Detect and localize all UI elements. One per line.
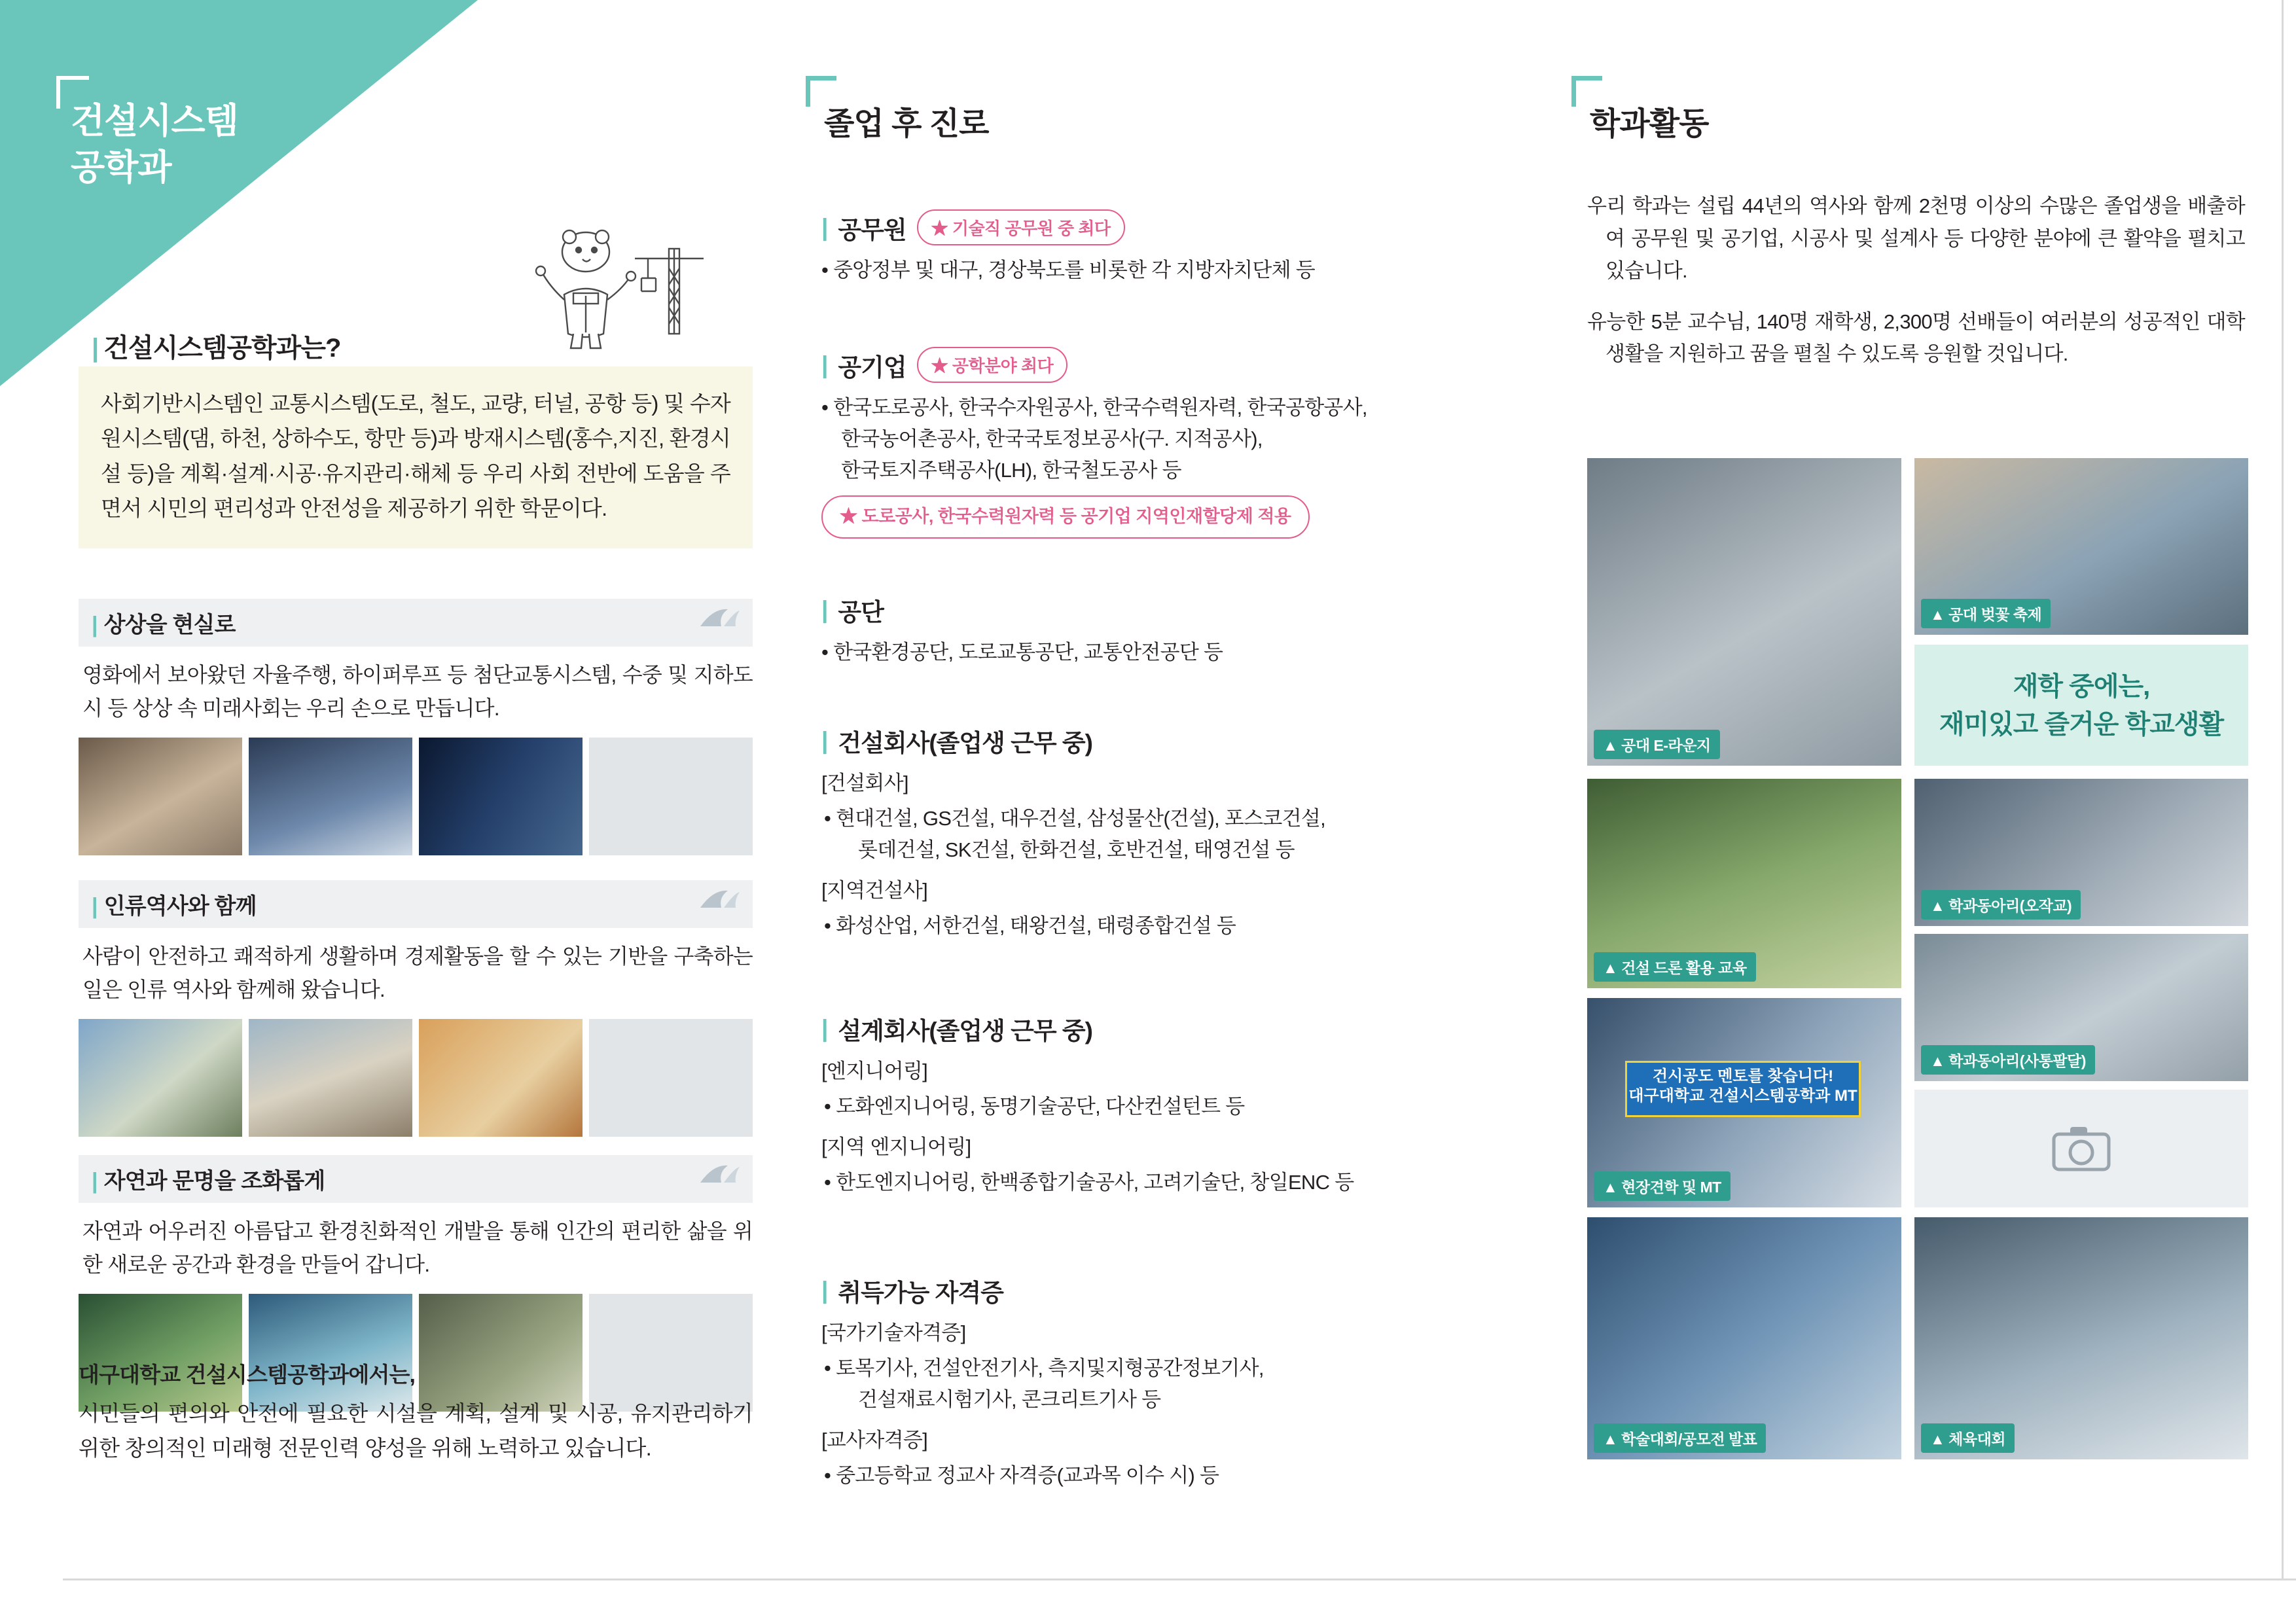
swoosh-icon bbox=[699, 607, 741, 629]
photo-caption: ▲ 학과동아리(오작교) bbox=[1921, 890, 2081, 919]
bracket-icon bbox=[1571, 76, 1602, 107]
career-section-corporation bbox=[821, 592, 1548, 668]
page-right-rule bbox=[2282, 0, 2284, 1578]
tick-icon: | bbox=[821, 351, 828, 378]
feature-2-text: 사람이 안전하고 쾌적하게 생활하며 경제활동을 할 수 있는 기반을 구축하는 일은 인류 역사와 함께해 왔습니다. bbox=[82, 944, 753, 1001]
list-item: • 한국도로공사, 한국수자원공사, 한국수력원자력, 한국공항공사, bbox=[821, 396, 1367, 419]
feature-block-2 bbox=[79, 880, 753, 1137]
list-item: • 한국환경공단, 도로교통공단, 교통안전공단 등 bbox=[821, 641, 1223, 664]
list-item-cont: 롯데건설, SK건설, 한화건설, 호반건설, 태영건설 등 bbox=[858, 838, 1295, 862]
bracket-icon bbox=[806, 76, 836, 107]
tick-icon: | bbox=[92, 613, 98, 637]
badge-regional-quota: ★ 도로공사, 한국수력원자력 등 공기업 지역인재할당제 적용 bbox=[821, 495, 1310, 539]
badge-top-engineering: ★ 공학분야 최다 bbox=[917, 347, 1068, 383]
intro-heading bbox=[92, 327, 340, 365]
network-photo bbox=[419, 738, 583, 855]
career-section-body bbox=[821, 392, 1548, 539]
career-heading bbox=[821, 98, 1548, 143]
feature-2-heading-text: 인류역사와 함께 bbox=[103, 894, 257, 919]
career-section-title bbox=[821, 723, 1548, 758]
closing-title: 대구대학교 건설시스템공학과에서는, bbox=[79, 1363, 415, 1387]
list-item: • 토목기사, 건설안전기사, 측지및지형공간정보기사, bbox=[824, 1357, 1264, 1380]
career-section-body bbox=[821, 768, 1548, 942]
feature-1-heading bbox=[79, 599, 753, 647]
feature-2-photo-row bbox=[79, 1019, 753, 1137]
page-title bbox=[71, 98, 437, 192]
mascot-illustration bbox=[517, 223, 713, 353]
closing-paragraph bbox=[79, 1358, 753, 1465]
career-section-public-official bbox=[821, 209, 1548, 286]
mint-card-text bbox=[1939, 668, 2223, 743]
banner-text: 건시공도 멘토를 찾습니다! 대구대학교 건설시스템공학과 MT bbox=[1625, 1061, 1861, 1117]
photo-sports-day bbox=[1914, 1217, 2248, 1459]
group-label: [엔지니어링] bbox=[821, 1060, 928, 1082]
tick-icon: | bbox=[92, 894, 98, 919]
page-bottom-rule bbox=[63, 1578, 2296, 1580]
group-label: [지역건설사] bbox=[821, 879, 928, 902]
career-title-text: 설계회사(졸업생 근무 중) bbox=[838, 1018, 1092, 1044]
dept-title-line1: 건설시스템 bbox=[71, 101, 238, 141]
badge-top-tech-official: ★ 기술직 공무원 중 최다 bbox=[917, 209, 1125, 245]
closing-text: 시민들의 편의와 안전에 필요한 시설을 계획, 설계 및 시공, 유지관리하기 위한 창의적인 미래형 전문인력 양성을 위해 노력하고 있습니다. bbox=[79, 1400, 753, 1460]
group-label: [건설회사] bbox=[821, 772, 908, 794]
bracket-icon bbox=[56, 76, 89, 109]
career-section-certificates bbox=[821, 1273, 1548, 1491]
intro-text-box: 사회기반시스템인 교통시스템(도로, 철도, 교량, 터널, 공항 등) 및 수자원시스템(댐, 하천, 상하수도, 항만 등)과 방재시스템(홍수,지진, 환경시설 등)을 계획·설계·시공·유지관리·해체 등 우리 사회 전반에 도움을 주면서 시민의 편리성과 안전성을 제공하기 위한 학문이다. bbox=[79, 366, 753, 548]
list-item-cont: 한국농어촌공사, 한국국토정보공사(구. 지적공사), bbox=[841, 427, 1263, 451]
tick-icon: | bbox=[821, 596, 828, 623]
career-title-text: 취득가능 자격증 bbox=[838, 1279, 1003, 1306]
photo-caption: ▲ 공대 벚꽃 축제 bbox=[1921, 599, 2051, 628]
group-label: [국가기술자격증] bbox=[821, 1321, 966, 1344]
blank-photo bbox=[589, 738, 753, 855]
tick-icon: | bbox=[821, 1277, 828, 1304]
career-section-body bbox=[821, 637, 1548, 668]
swoosh-icon bbox=[699, 1163, 741, 1185]
photo-caption: ▲ 학과동아리(사통팔달) bbox=[1921, 1045, 2095, 1075]
career-section-body bbox=[821, 255, 1548, 286]
photo-cherry-blossom-festival bbox=[1914, 458, 2248, 635]
blank-photo bbox=[589, 1019, 753, 1137]
career-section-title bbox=[821, 1011, 1548, 1046]
photo-club-satongpaldal bbox=[1914, 934, 2248, 1081]
career-title-text: 공기업 bbox=[838, 353, 906, 381]
photo-caption: ▲ 체육대회 bbox=[1921, 1423, 2015, 1453]
list-item: • 중앙정부 및 대구, 경상북도를 비롯한 각 지방자치단체 등 bbox=[821, 259, 1316, 281]
photo-placeholder bbox=[1914, 1090, 2248, 1207]
swoosh-icon bbox=[699, 888, 741, 910]
career-heading-text: 졸업 후 진로 bbox=[821, 98, 1548, 143]
mint-highlight-card bbox=[1914, 645, 2248, 766]
photo-e-lounge bbox=[1587, 458, 1901, 766]
list-item: • 현대건설, GS건설, 대우건설, 삼성물산(건설), 포스코건설, bbox=[824, 807, 1326, 830]
trevi-fountain-photo bbox=[249, 1019, 412, 1137]
photo-caption: ▲ 현장견학 및 MT bbox=[1594, 1171, 1731, 1201]
career-section-body bbox=[821, 1317, 1548, 1491]
feature-1-heading-text: 상상을 현실로 bbox=[103, 613, 236, 637]
group-label: [지역 엔지니어링] bbox=[821, 1135, 971, 1159]
group-label: [교사자격증] bbox=[821, 1429, 928, 1452]
career-section-construction bbox=[821, 723, 1548, 942]
feature-1-text: 영화에서 보아왔던 자율주행, 하이퍼루프 등 첨단교통시스템, 수중 및 지하도시 등 상상 속 미래사회는 우리 손으로 만듭니다. bbox=[82, 663, 753, 720]
photo-caption: ▲ 공대 E-라운지 bbox=[1594, 730, 1720, 759]
list-item: • 화성산업, 서한건설, 태왕건설, 태령종합건설 등 bbox=[824, 914, 1236, 938]
intro-heading-text: 건설시스템공학과는? bbox=[103, 334, 341, 363]
career-title-text: 공무원 bbox=[838, 216, 906, 243]
list-item-cont: 한국토지주택공사(LH), 한국철도공사 등 bbox=[841, 459, 1181, 482]
activities-heading bbox=[1587, 98, 2248, 143]
list-item-cont: 건설재료시험기사, 콘크리트기사 등 bbox=[858, 1388, 1161, 1412]
photo-caption: ▲ 학술대회/공모전 발표 bbox=[1594, 1423, 1766, 1453]
camera-icon bbox=[2052, 1125, 2111, 1172]
tick-icon: | bbox=[92, 1169, 98, 1194]
tick-icon: | bbox=[821, 213, 828, 241]
list-item: • 도화엔지니어링, 동명기술공단, 다산컨설턴트 등 bbox=[824, 1095, 1245, 1118]
intro-bullet-2: 유능한 5분 교수님, 140명 재학생, 2,300명 선배들이 여러분의 성공적인 대학생활을 지원하고 꿈을 펼칠 수 있도록 응원할 것입니다. bbox=[1587, 310, 2245, 366]
career-section-title bbox=[821, 1273, 1548, 1308]
photo-conference-presentation bbox=[1587, 1217, 1901, 1459]
activities-heading-text: 학과활동 bbox=[1587, 98, 2248, 143]
tick-icon: | bbox=[92, 334, 99, 363]
photo-club-ojakgyo bbox=[1914, 779, 2248, 926]
feature-3-text: 자연과 어우러진 아름답고 환경친화적인 개발을 통해 인간의 편리한 삶을 위한 새로운 공간과 환경을 만들어 갑니다. bbox=[82, 1219, 753, 1276]
photo-caption: ▲ 건설 드론 활용 교육 bbox=[1594, 952, 1756, 982]
feature-3-heading-text: 자연과 문명을 조화롭게 bbox=[103, 1169, 325, 1194]
tunnel-photo bbox=[79, 738, 242, 855]
feature-3-heading bbox=[79, 1155, 753, 1203]
dept-title-line2: 공학과 bbox=[71, 148, 171, 188]
career-title-text: 공단 bbox=[838, 599, 884, 626]
roman-bridge-photo bbox=[79, 1019, 242, 1137]
career-section-title bbox=[821, 209, 1548, 245]
tick-icon: | bbox=[821, 727, 828, 754]
mint-card-line2: 재미있고 즐거운 학교생활 bbox=[1939, 709, 2224, 739]
feature-1-photo-row bbox=[79, 738, 753, 855]
intro-bullet-1: 우리 학과는 설립 44년의 역사와 함께 2천명 이상의 수많은 졸업생을 배출하여 공무원 및 공기업, 시공사 및 설계사 등 다양한 분야에 큰 활약을 펼치고 있습니다. bbox=[1587, 194, 2245, 283]
list-item: • 한도엔지니어링, 한백종합기술공사, 고려기술단, 창일ENC 등 bbox=[824, 1171, 1354, 1194]
photo-drone-education bbox=[1587, 779, 1901, 988]
feature-block-1 bbox=[79, 599, 753, 855]
train-photo bbox=[249, 738, 412, 855]
mint-card-line1: 재학 중에는, bbox=[2013, 671, 2150, 701]
career-section-body bbox=[821, 1056, 1548, 1198]
career-section-design bbox=[821, 1011, 1548, 1198]
activities-intro bbox=[1587, 190, 2245, 389]
list-item: • 중고등학교 정교사 자격증(교과목 이수 시) 등 bbox=[824, 1464, 1219, 1488]
career-section-title bbox=[821, 347, 1548, 383]
tick-icon: | bbox=[821, 1015, 828, 1042]
feature-2-heading bbox=[79, 880, 753, 928]
photo-field-trip-mt bbox=[1587, 998, 1901, 1207]
pyramid-photo bbox=[419, 1019, 583, 1137]
career-section-title bbox=[821, 592, 1548, 628]
career-title-text: 건설회사(졸업생 근무 중) bbox=[838, 730, 1092, 757]
career-section-public-enterprise bbox=[821, 347, 1548, 539]
